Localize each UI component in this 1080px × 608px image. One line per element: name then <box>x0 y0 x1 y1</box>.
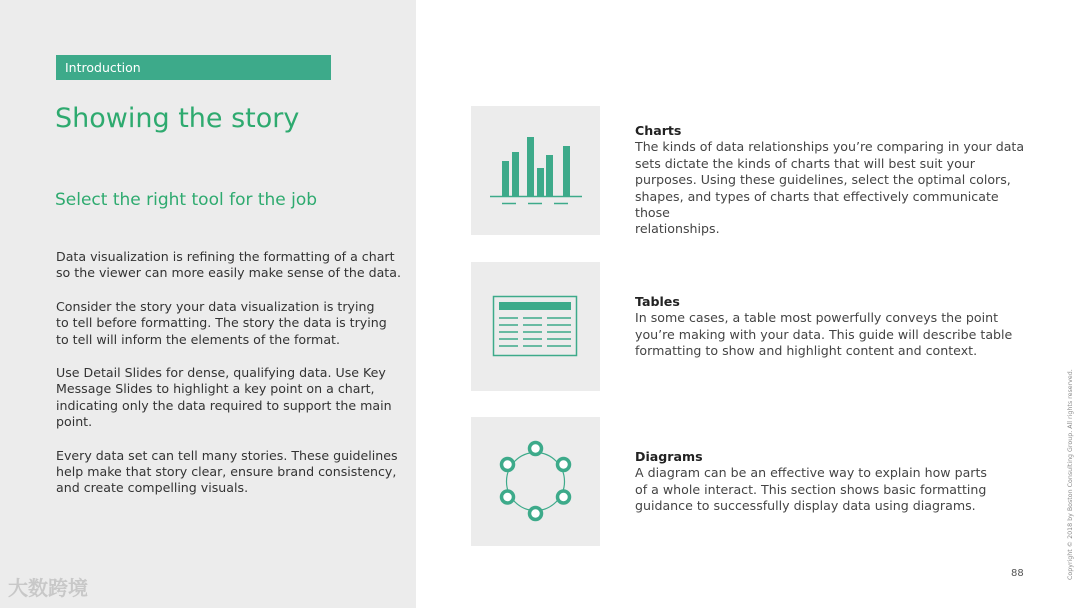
tables-section <box>635 294 1030 360</box>
network-diagram-icon <box>471 417 600 546</box>
copyright-notice: Copyright © 2018 by Boston Consulting Group. All rights reserved. <box>1067 369 1074 580</box>
charts-icon-box <box>471 106 600 235</box>
table-icon <box>471 262 600 391</box>
page-title: Showing the story <box>55 103 300 134</box>
paragraph: Every data set can tell many stories. These guidelines help make that story clear, ensure brand consistency, and create compelling visuals. <box>56 447 398 496</box>
tool-description: The kinds of data relationships you’re comparing in your data sets dictate the kinds of charts that will best suit your purposes. Using these guidelines, select the optimal colors, shapes, and types of charts that effectively communicate those relationships. <box>635 139 1025 237</box>
diagrams-section <box>635 449 1030 515</box>
section-tag: Introduction <box>56 55 331 80</box>
subtitle: Select the right tool for the job <box>55 190 318 210</box>
diagrams-icon-box <box>471 417 600 546</box>
page-number: 88 <box>1011 568 1024 579</box>
paragraph: Data visualization is refining the formatting of a chart so the viewer can more easily make sense of the data. <box>56 249 401 281</box>
tool-description: In some cases, a table most powerfully conveys the point you’re making with your data. This guide will describe table formatting to show and highlight content and context. <box>635 310 1013 359</box>
intro-body <box>56 249 401 514</box>
tool-heading: Tables <box>635 294 680 309</box>
watermark-logo: 大数跨境 <box>8 576 88 600</box>
charts-section <box>635 123 1030 238</box>
bar-chart-icon <box>471 106 600 235</box>
tool-heading: Charts <box>635 123 682 138</box>
tool-heading: Diagrams <box>635 449 703 464</box>
paragraph: Use Detail Slides for dense, qualifying data. Use Key Message Slides to highlight a key point on a chart, indicating only the data required to support the main point. <box>56 365 392 430</box>
tables-icon-box <box>471 262 600 391</box>
tool-description: A diagram can be an effective way to explain how parts of a whole interact. This section shows basic formatting guidance to successfully display data using diagrams. <box>635 465 987 514</box>
paragraph: Consider the story your data visualization is trying to tell before formatting. The story the data is trying to tell will inform the elements of the format. <box>56 298 387 347</box>
